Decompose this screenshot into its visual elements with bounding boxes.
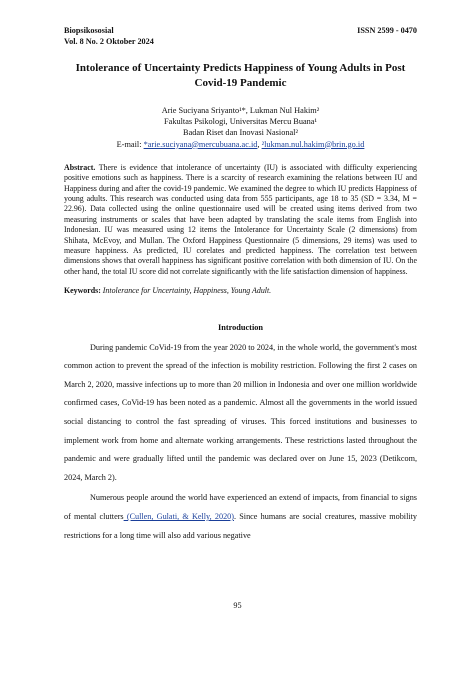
journal-volume: Vol. 8 No. 2 Oktober 2024 bbox=[64, 36, 154, 46]
introduction-paragraph-2 bbox=[64, 489, 417, 545]
citation-link[interactable]: (Cullen, Gulati, & Kelly, 2020) bbox=[123, 512, 234, 522]
author-block bbox=[64, 105, 417, 150]
affiliation-1: Fakultas Psikologi, Universitas Mercu Buana¹ bbox=[164, 117, 317, 127]
paragraph-text: . Since humans are social creatures, massive mobility restrictions for a long time will also add various negative bbox=[64, 512, 417, 540]
journal-info bbox=[64, 26, 154, 47]
journal-header bbox=[64, 26, 417, 47]
email-separator: , bbox=[257, 139, 262, 149]
journal-issn: ISSN 2599 - 0470 bbox=[357, 26, 417, 35]
email-line bbox=[64, 139, 417, 150]
author-names: Arie Suciyana Sriyanto¹*, Lukman Nul Hakim² bbox=[161, 106, 320, 115]
page-number: 95 bbox=[233, 601, 242, 610]
paper-title: Intolerance of Uncertainty Predicts Happiness of Young Adults in Post Covid-19 Pandemic bbox=[75, 62, 406, 89]
abstract-label: Abstract. bbox=[64, 162, 96, 172]
introduction-heading: Introduction bbox=[217, 322, 264, 332]
email-label: E-mail: bbox=[116, 139, 144, 149]
email-link-2[interactable]: ²lukman.nul.hakim@brin.go.id bbox=[261, 139, 365, 149]
paragraph-text: Numerous people around the world have experienced an extend of impacts, from financial to signs of mental clutters bbox=[64, 493, 417, 522]
keywords-label: Keywords: bbox=[64, 286, 101, 296]
abstract-text: There is evidence that intolerance of uncertainty (IU) is associated with difficulty experiencing positive emotions such as happiness. There is a scarcity of research examining the relations between IU and Happiness during and after the covid-19 pandemic. We examined the degree to which IU predicts Happiness of young adults. This research was conducted using data from 555 participants, age 18 to 35 (SD = 3.34, M = 22.96). Data collected using the online questionnaire used will be created using items derived from two measuring instruments or scales that have been adapted by translating the scale items from English into Indonesian. IU was measured using 12 items the Intolerance for Uncertainty Scale (2 dimensions) from Shihata, McEvoy, and Mullan. The Oxford Happiness Questionnaire (5 dimensions, 29 items) was used to measure happiness. As predicted, IU corelates and predicted happiness. The correlation test between dimensions shows that overall happiness has significant positive correlation with both dimension of IU. On the other hand, the total IU score did not correlate significantly with the life satisfaction dimension of happiness. bbox=[64, 162, 417, 276]
keywords-value: Intolerance for Uncertainty, Happiness, Young Adult. bbox=[100, 286, 272, 296]
email-link-1[interactable]: *arie.suciyana@mercubuana.ac.id bbox=[143, 139, 258, 149]
keywords bbox=[64, 286, 417, 296]
introduction-paragraph-1: During pandemic CoVid-19 from the year 2020 to 2024, in the whole world, the government's most common action to prevent the spread of the infection is mobility restriction. Following the first 2 cases on March 2, 2020, massive infections up to more than 20 million in Indonesia and over one million worldwide confirmed cases, CoVid-19 has been noted as a pandemic. Almost all the governments in the world issued social distancing to control the fast spreading of viruses. This forced institutions and businesses to implement work from home and alternate working arrangements. These restrictions lasted throughout the pandemic and were gradually lifted until the pandemic was declared over on June 15, 2023 (Detikcom, 2024, March 2). bbox=[64, 342, 417, 482]
journal-name: Biopsikososial bbox=[64, 26, 114, 35]
affiliation-2: Badan Riset dan Inovasi Nasional² bbox=[183, 128, 298, 138]
abstract bbox=[64, 163, 417, 277]
